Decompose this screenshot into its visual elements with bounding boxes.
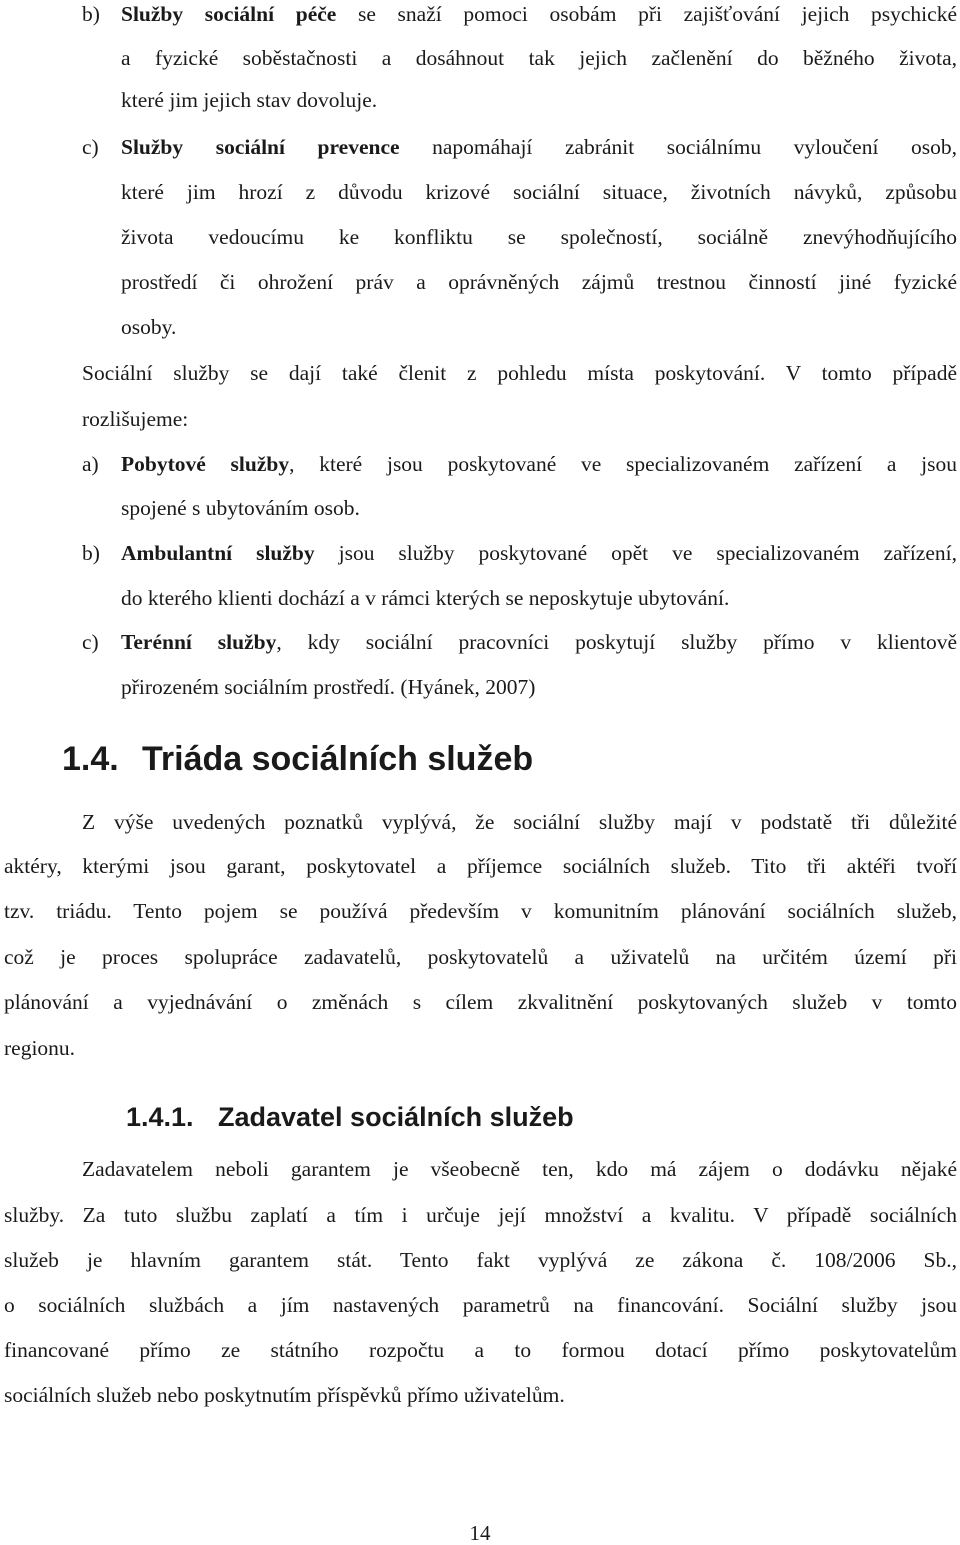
list-item-line: spojené s ubytováním osob. [121,496,360,520]
paragraph-line: tzv. triádu. Tento pojem se používá především v komunitním plánování sociálních služeb, [4,899,957,923]
list-item-text: se snaží pomoci osobám při zajišťování jejich psychické [336,2,957,26]
paragraph-line: Zadavatelem neboli garantem je všeobecně ten, kdo má zájem o dodávku nějaké [82,1157,957,1181]
paragraph-line: o sociálních službách a jím nastavených parametrů na financování. Sociální služby jsou [4,1293,957,1317]
paragraph-line: financované přímo ze státního rozpočtu a to formou dotací přímo poskytovatelům [4,1338,957,1362]
page-number: 14 [469,1521,491,1545]
paragraph-line: služby. Za tuto službu zaplatí a tím i určuje její množství a kvalitu. V případě sociálních [4,1203,957,1227]
list-item-line: které jim hrozí z důvodu krizové sociální situace, životních návyků, způsobu [121,180,957,204]
subsection-heading [126,1104,574,1131]
list-item-line: prostředí či ohrožení práv a oprávněných zájmů trestnou činností jiné fyzické [121,270,957,294]
list-marker: b) [82,2,100,26]
paragraph-line: plánování a vyjednávání o změnách s cílem zkvalitnění poskytovaných služeb v tomto [4,990,957,1014]
section-number: 1.4. [62,740,119,778]
list-item-line [121,137,957,159]
section-heading [62,742,533,776]
paragraph-line: Z výše uvedených poznatků vyplývá, že sociální služby mají v podstatě tři důležité [82,810,957,834]
paragraph-line: sociálních služeb nebo poskytnutím příspěvků přímo uživatelům. [4,1383,565,1407]
paragraph-line: rozlišujeme: [82,407,189,431]
subsection-title: Zadavatel sociálních služeb [218,1102,574,1132]
paragraph-line: aktéry, kterými jsou garant, poskytovatel a příjemce sociálních služeb. Tito tři aktéři tvoří [4,854,957,878]
list-item-line: do kterého klienti dochází a v rámci kterých se neposkytuje ubytování. [121,586,730,610]
paragraph-line: služeb je hlavním garantem stát. Tento fakt vyplývá ze zákona č. 108/2006 Sb., [4,1248,957,1272]
list-item-text: napomáhají zabránit sociálnímu vyloučení osob, [399,135,958,159]
list-item-bold-term: Služby sociální péče [121,2,337,26]
paragraph-line: Sociální služby se dají také členit z pohledu místa poskytování. V tomto případě [82,361,957,385]
paragraph-line: regionu. [4,1036,76,1060]
list-item-line: přirozeném sociálním prostředí. (Hyánek, 2007) [121,675,536,699]
list-item-line [121,4,957,26]
list-marker: a) [82,452,99,476]
list-item-text: , kdy sociální pracovníci poskytují služby přímo v klientově [276,630,957,654]
list-marker: c) [82,630,99,654]
list-item-line: života vedoucímu ke konfliktu se společností, sociálně znevýhodňujícího [121,225,957,249]
list-item-line: osoby. [121,315,177,339]
paragraph-line: což je proces spolupráce zadavatelů, poskytovatelů a uživatelů na určitém území při [4,945,957,969]
subsection-number: 1.4.1. [126,1102,194,1132]
list-item-line: které jim jejich stav dovoluje. [121,88,378,112]
section-title: Triáda sociálních služeb [142,740,534,778]
list-item-line [121,632,957,654]
list-item-bold-term: Služby sociální prevence [121,135,400,159]
list-item-line [121,454,957,476]
list-marker: b) [82,541,100,565]
list-item-bold-term: Pobytové služby [121,452,290,476]
list-item-line: a fyzické soběstačnosti a dosáhnout tak jejich začlenění do běžného života, [121,46,957,70]
list-item-text: jsou služby poskytované opět ve specializovaném zařízení, [314,541,957,565]
list-item-text: , které jsou poskytované ve specializovaném zařízení a jsou [289,452,957,476]
list-item-bold-term: Terénní služby [121,630,277,654]
list-item-bold-term: Ambulantní služby [121,541,315,565]
list-item-line [121,543,957,565]
list-marker: c) [82,135,99,159]
